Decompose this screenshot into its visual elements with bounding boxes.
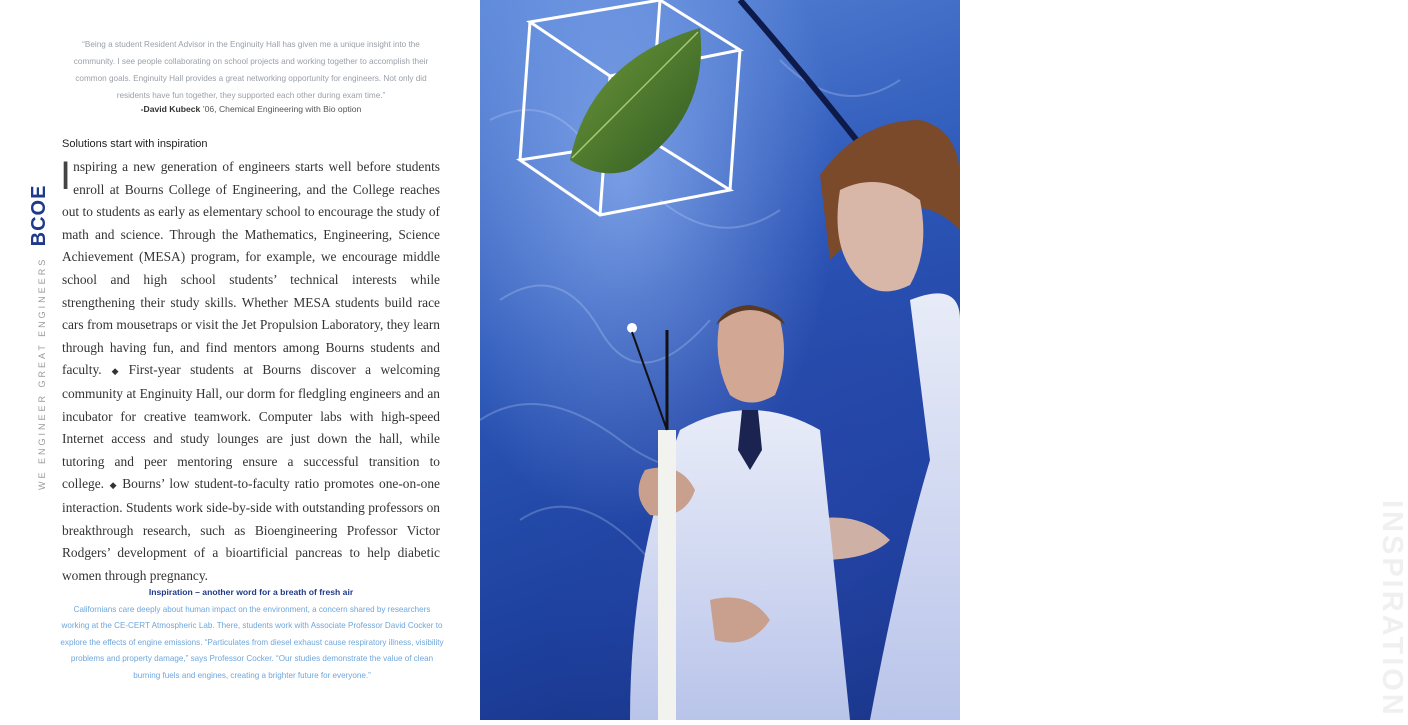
left-page [0, 0, 480, 720]
drop-cap: I [60, 154, 72, 198]
leaf [570, 28, 701, 173]
article-heading: Solutions start with inspiration [62, 138, 208, 150]
article-paragraph-3: Bourns’ low student-to-faculty ratio promotes one-on-one interaction. Students work side-by-side with outstanding professors on breakthrough research, such as Bioengineering Professor Victor Rodgers’ development of a bioartificial pancreas to help diabetic women through pregnancy. [62, 476, 440, 583]
caption-body: Californians care deeply about human impact on the environment, a concern shared by researchers working at the CE-CERT Atmospheric Lab. There, students work with Associate Professor David Cocker to explore the effects of engine emissions. “Particulates from diesel exhaust cause respiratory illness, visibility problems and property damage,” says Professor Cocker. “Our studies demonstrate the value of clean burning fuels and engines, creating a brighter future for everyone.” [60, 605, 444, 680]
side-label [28, 185, 51, 490]
woman-face [838, 182, 924, 291]
section-title-inspiration: INSPIRATION [1376, 500, 1408, 718]
quote-attribution [62, 104, 440, 114]
article-paragraph-1: nspiring a new generation of engineers starts well before students enroll at Bourns College of Engineering, and the College reaches out to students as early as elementary school to encourage the study of math and science. Through the Mathematics, Engineering, Science Achievement (MESA) program, for example, we encourage middle school and high school students’ technical interests while strengthening their study skills. Whether MESA students build race cars from mousetraps or visit the Jet Propulsion Laboratory, they learn through having fun, and find mentors among Bourns students and faculty. [62, 159, 440, 378]
caption-title: Inspiration – another word for a breath of fresh air [148, 587, 354, 597]
lab-photo [480, 0, 1408, 720]
quote-author-detail: ’06, Chemical Engineering with Bio option [200, 104, 362, 114]
sampling-probe [658, 430, 676, 720]
brand-logo-text: BCOE [28, 184, 50, 247]
probe-wire [632, 332, 667, 430]
probe-tip [627, 323, 637, 333]
quote-author: -David Kubeck [140, 104, 201, 114]
tagline: WE ENGINEER GREAT ENGINEERS [37, 256, 47, 490]
woman-coat [870, 293, 960, 720]
diamond-separator-icon: ◆ [105, 366, 125, 377]
student-quote: “Being a student Resident Advisor in the Enginuity Hall has given me a unique insight into the community. I see people collaborating on school projects and working together to accomplish their common goals. Enginuity Hall provides a great networking opportunity for engineers. Not only did residents have fun together, they supported each other during exam time.” [73, 40, 429, 100]
man-face [718, 310, 784, 403]
lab-photo-illustration [480, 0, 960, 720]
article-paragraph-2: First-year students at Bourns discover a welcoming community at Enginuity Hall, our dorm for fledgling engineers and an incubator for creative teamwork. Computer labs with high-speed Internet access and study lounges are just down the hall, while tutoring and peer mentoring ensure a successful transition to college. [62, 362, 440, 492]
diamond-separator-icon: ◆ [108, 480, 119, 491]
article-body [62, 156, 440, 587]
